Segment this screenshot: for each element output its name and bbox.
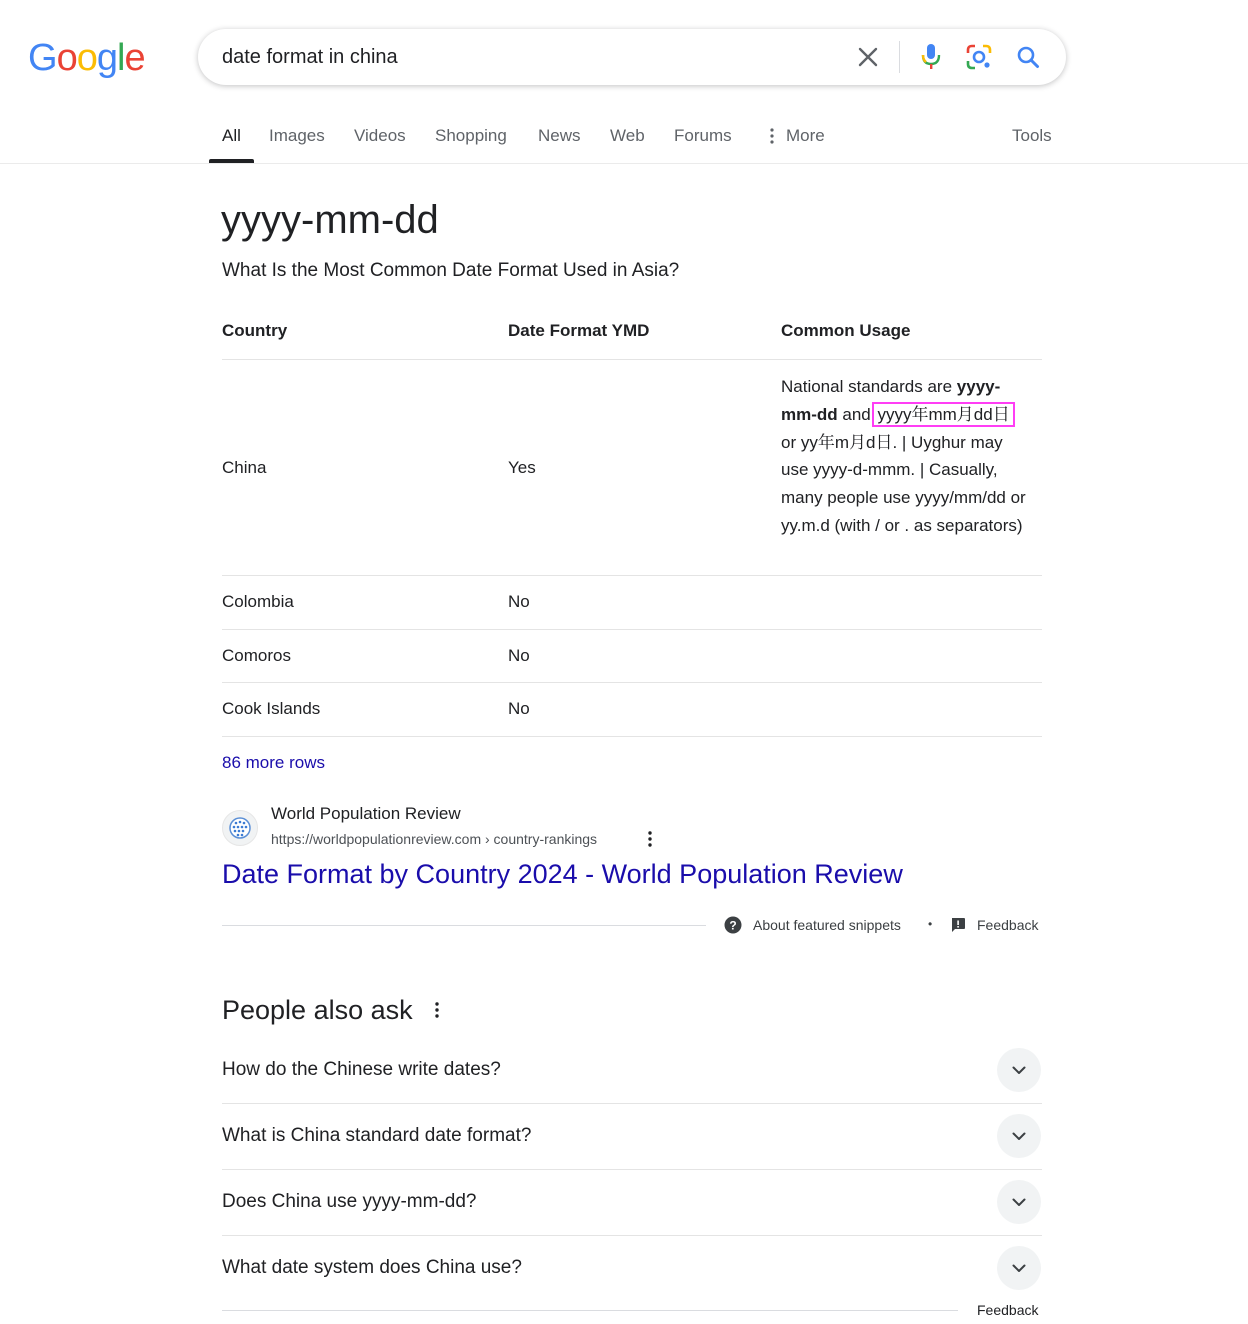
search-input[interactable]: date format in china [222, 46, 398, 68]
logo-letter: g [96, 37, 117, 79]
logo-letter: o [76, 37, 97, 79]
table-cell-country: Comoros [222, 646, 291, 665]
separator-dot: • [928, 917, 933, 931]
table-divider [222, 629, 1042, 630]
search-icon[interactable] [1013, 42, 1043, 72]
tab-shopping[interactable]: Shopping [435, 126, 507, 145]
table-cell-usage [781, 373, 1031, 540]
feedback-icon[interactable] [949, 916, 967, 934]
table-cell-country: Cook Islands [222, 699, 321, 718]
chevron-down-icon[interactable] [997, 1114, 1041, 1158]
search-tabs [0, 115, 1248, 164]
table-cell-format: No [508, 592, 530, 611]
logo-letter: e [124, 37, 145, 79]
usage-text: or yy年m月d日. | Uyghur may use yyyy-d-mmm. | Casually, many people use yyyy/mm/dd or yy.m.d (with / or . as separators) [781, 432, 1026, 535]
globe-icon [222, 810, 258, 846]
tab-videos[interactable]: Videos [354, 126, 406, 145]
tab-more[interactable]: More [786, 126, 825, 145]
tab-forums[interactable]: Forums [674, 126, 732, 145]
tab-web[interactable]: Web [610, 126, 645, 145]
feedback-link[interactable]: Feedback [977, 917, 1039, 933]
snippet-answer: yyyy-mm-dd [221, 198, 439, 242]
feedback-link[interactable]: Feedback [977, 1302, 1039, 1318]
paa-divider [222, 1103, 1042, 1104]
source-url[interactable]: https://worldpopulationreview.com › country-rankings [271, 831, 598, 847]
logo-letter: G [28, 37, 57, 79]
snippet-question: What Is the Most Common Date Format Used in Asia? [222, 260, 680, 281]
svg-text:?: ? [729, 918, 737, 933]
tab-tools[interactable]: Tools [1012, 126, 1052, 145]
logo-letter: o [56, 37, 77, 79]
chevron-down-icon[interactable] [997, 1048, 1041, 1092]
table-cell-country: Colombia [222, 592, 294, 611]
usage-text: and [837, 404, 876, 424]
table-header-format: Date Format YMD [508, 321, 650, 340]
usage-bold-format: yyyy-mm-dd [781, 377, 1001, 424]
search-divider [899, 41, 900, 73]
paa-divider [222, 1235, 1042, 1236]
paa-question[interactable]: How do the Chinese write dates? [222, 1059, 501, 1080]
google-logo[interactable] [28, 36, 145, 80]
help-icon[interactable] [723, 915, 743, 935]
paa-divider [222, 1310, 958, 1311]
tab-all[interactable]: All [222, 126, 241, 145]
table-divider [222, 736, 1042, 737]
table-divider [222, 359, 1042, 360]
paa-question[interactable]: What is China standard date format? [222, 1125, 532, 1146]
paa-divider [222, 1169, 1042, 1170]
search-box[interactable] [198, 29, 1066, 85]
snippet-footer [222, 912, 1042, 938]
people-also-ask-title: People also ask [222, 995, 413, 1025]
usage-text: National standards are [781, 377, 957, 396]
tab-news[interactable]: News [538, 126, 581, 145]
about-snippets-link[interactable]: About featured snippets [753, 917, 901, 933]
active-tab-indicator [209, 159, 254, 163]
more-rows-link[interactable]: 86 more rows [222, 753, 325, 772]
lens-icon[interactable] [964, 42, 994, 72]
paa-question[interactable]: Does China use yyyy-mm-dd? [222, 1191, 477, 1212]
highlighted-format: yyyy年mm月dd日 [877, 404, 1010, 424]
source-name[interactable]: World Population Review [271, 804, 461, 823]
kebab-menu-icon[interactable] [641, 829, 659, 849]
table-divider [222, 682, 1042, 683]
paa-question[interactable]: What date system does China use? [222, 1257, 522, 1278]
table-header-country: Country [222, 321, 288, 340]
result-title-link[interactable]: Date Format by Country 2024 - World Population Review [222, 859, 903, 889]
chevron-down-icon[interactable] [997, 1246, 1041, 1290]
table-cell-country: China [222, 458, 267, 477]
table-divider [222, 575, 1042, 576]
close-icon[interactable] [854, 43, 882, 71]
table-cell-format: No [508, 646, 530, 665]
microphone-icon[interactable] [916, 42, 946, 72]
logo-letter: l [116, 37, 125, 79]
footer-divider [222, 925, 706, 926]
table-cell-format: No [508, 699, 530, 718]
tab-images[interactable]: Images [269, 126, 325, 145]
table-cell-format: Yes [508, 458, 536, 477]
kebab-menu-icon[interactable] [428, 1000, 446, 1020]
more-dots-icon[interactable] [768, 128, 776, 149]
chevron-down-icon[interactable] [997, 1180, 1041, 1224]
table-header-usage: Common Usage [781, 321, 911, 340]
